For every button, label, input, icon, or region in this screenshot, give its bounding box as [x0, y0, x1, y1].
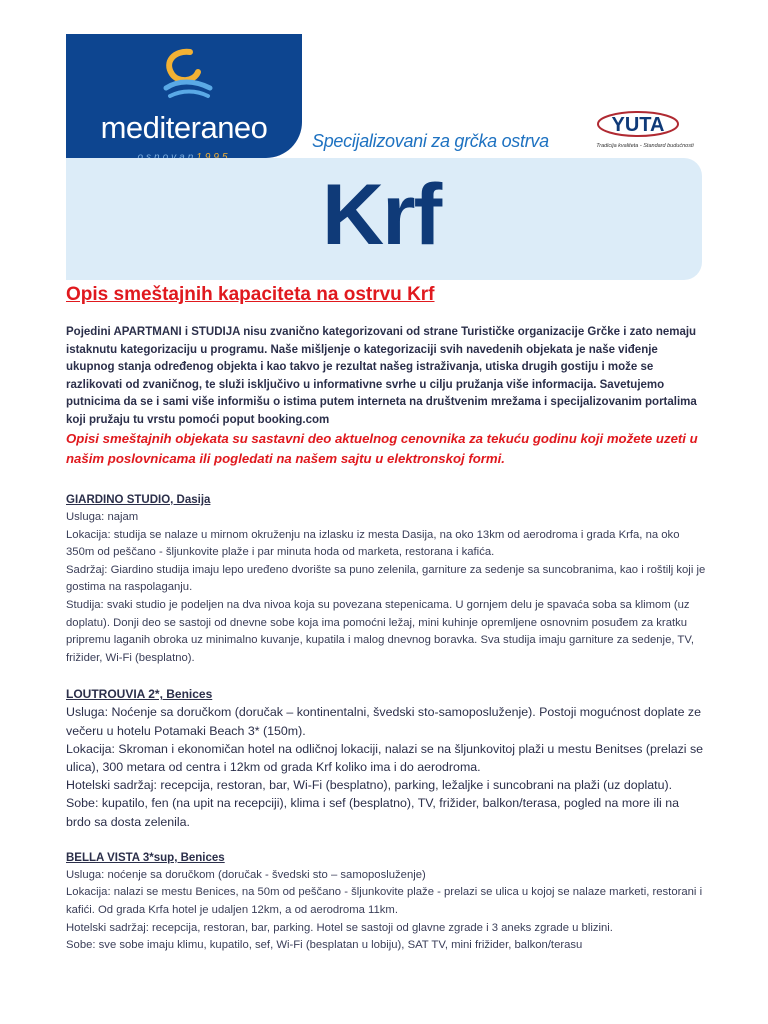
hotel-entry: [66, 849, 706, 955]
yuta-tagline: Tradicija kvaliteta - Standard budućnosti: [596, 143, 694, 149]
swirl-logo-icon: [160, 48, 216, 100]
hotel-name: LOUTROUVIA 2*, Benices: [66, 687, 213, 702]
yuta-logo-icon: [596, 108, 680, 138]
hotel-location: Lokacija: Skroman i ekonomičan hotel na odličnoj lokaciji, nalazi se na šljunkovitoj plaži u mestu Benitses (prelazi se ulica), 300 metara od centra i 12km od grada Krf koliko ima i do aerodroma.: [66, 741, 704, 774]
notice-paragraph: Opisi smeštajnih objekata su sastavni deo aktuelnog cenovnika za tekuću godinu koji možete uzeti u našim poslovnicama ili pogledati na našem sajtu u elektronskoj formi.: [66, 431, 698, 466]
hotel-service: Usluga: noćenje sa doručkom (doručak - švedski sto – samoposluženje): [66, 868, 426, 881]
destination-title: Krf: [322, 167, 441, 263]
section-title: Opis smeštajnih kapaciteta na ostrvu Krf: [66, 284, 435, 305]
hotel-location: Lokacija: studija se nalaze u mirnom okruženju na izlasku iz mesta Dasija, na oko 13km od aerodroma i grada Krfa, na oko 350m od peščano - šljunkovite plaže i par minuta hoda od marketa, restorana i kafića.: [66, 528, 680, 559]
mediteraneo-logo: [66, 34, 302, 158]
hotel-entry: [66, 491, 706, 667]
hotel-service: Usluga: najam: [66, 511, 139, 523]
hotel-amenities: Hotelski sadržaj: recepcija, restoran, bar, parking. Hotel se sastoji od glavne zgrade i 3 aneks zgrade u blizini.: [66, 921, 613, 934]
yuta-logo-text: YUTA: [611, 114, 665, 136]
main-content: [66, 284, 706, 973]
hotel-service: Usluga: Noćenje sa doručkom (doručak – kontinentalni, švedski sto-samoposluženje). Postoji mogućnost doplate ze večeru u hotelu Potamaki Beach 3* (150m).: [66, 705, 702, 738]
brand-name: mediteraneo: [100, 110, 268, 145]
hotel-amenities: Hotelski sadržaj: recepcija, restoran, bar, Wi-Fi (besplatno), parking, ležaljke i suncobrani na plaži (uz doplatu).: [66, 778, 673, 793]
hotel-rooms: Sobe: kupatilo, fen (na upit na recepciji), klima i sef (besplatno), TV, frižider, balkon/terasa, pogled na more ili na brdo sa dosta zelenila.: [66, 796, 679, 829]
hotel-entry: [66, 685, 706, 830]
intro-paragraph: Pojedini APARTMANI i STUDIJA nisu zvanično kategorizovani od strane Turističke organizacije Grčke i zato nemaju istaknutu kategorizaciju u programu. Naše mišljenje o kategorizaciji svih navedenih objekata je naše viđenje ukupnog stanja određenog objekta i kao takvo je rezultat našeg istraživanja, utiska drugih gostiju i može se razlikovati od zvaničnog, te služi isključivo u informativne svrhe u cilju pružanja više informacija. Savetujemo putnicima da se i sami više informišu o istima putem interneta na društvenim mrežama i specijalizovanim portalima koji pružaju tu vrstu pomoći poput booking.com: [66, 326, 697, 426]
hotel-name: BELLA VISTA 3*sup, Benices: [66, 851, 225, 864]
hotel-amenities: Sadržaj: Giardino studija imaju lepo uređeno dvorište sa puno zelenila, garniture za sedenje sa suncobranima, kao i roštilj koji je gostima na raspolaganju.: [66, 563, 706, 594]
brand-tagline: Specijalizovani za grčka ostrva: [312, 131, 549, 151]
hotel-name: GIARDINO STUDIO, Dasija: [66, 494, 211, 506]
hotel-location: Lokacija: nalazi se mestu Benices, na 50m od peščano - šljunkovite plaže - prelazi se ulica u kojoj se nalaze marketi, restorani i kafići. Od grada Krfa hotel je udaljen 12km, a od aerodroma 11km.: [66, 886, 703, 916]
hotel-rooms: Sobe: sve sobe imaju klimu, kupatilo, sef, Wi-Fi (besplatan u lobiju), SAT TV, mini frižider, balkon/terasu: [66, 939, 583, 952]
hotel-rooms: Studija: svaki studio je podeljen na dva nivoa koja su povezana stepenicama. U gornjem delu je spavaća soba sa klimom (uz doplatu). Donji deo se sastoji od dnevne sobe koja ima pomoćni ležaj, mini kuhinje opremljene osnovnim posuđem za kratku pripremu laganih obroka uz minimalno kuvanje, kupatila i malog dnevnog boravka. Sva studija imaju garniture za sedenje, TV, frižider, Wi-Fi (besplatno).: [66, 598, 694, 664]
